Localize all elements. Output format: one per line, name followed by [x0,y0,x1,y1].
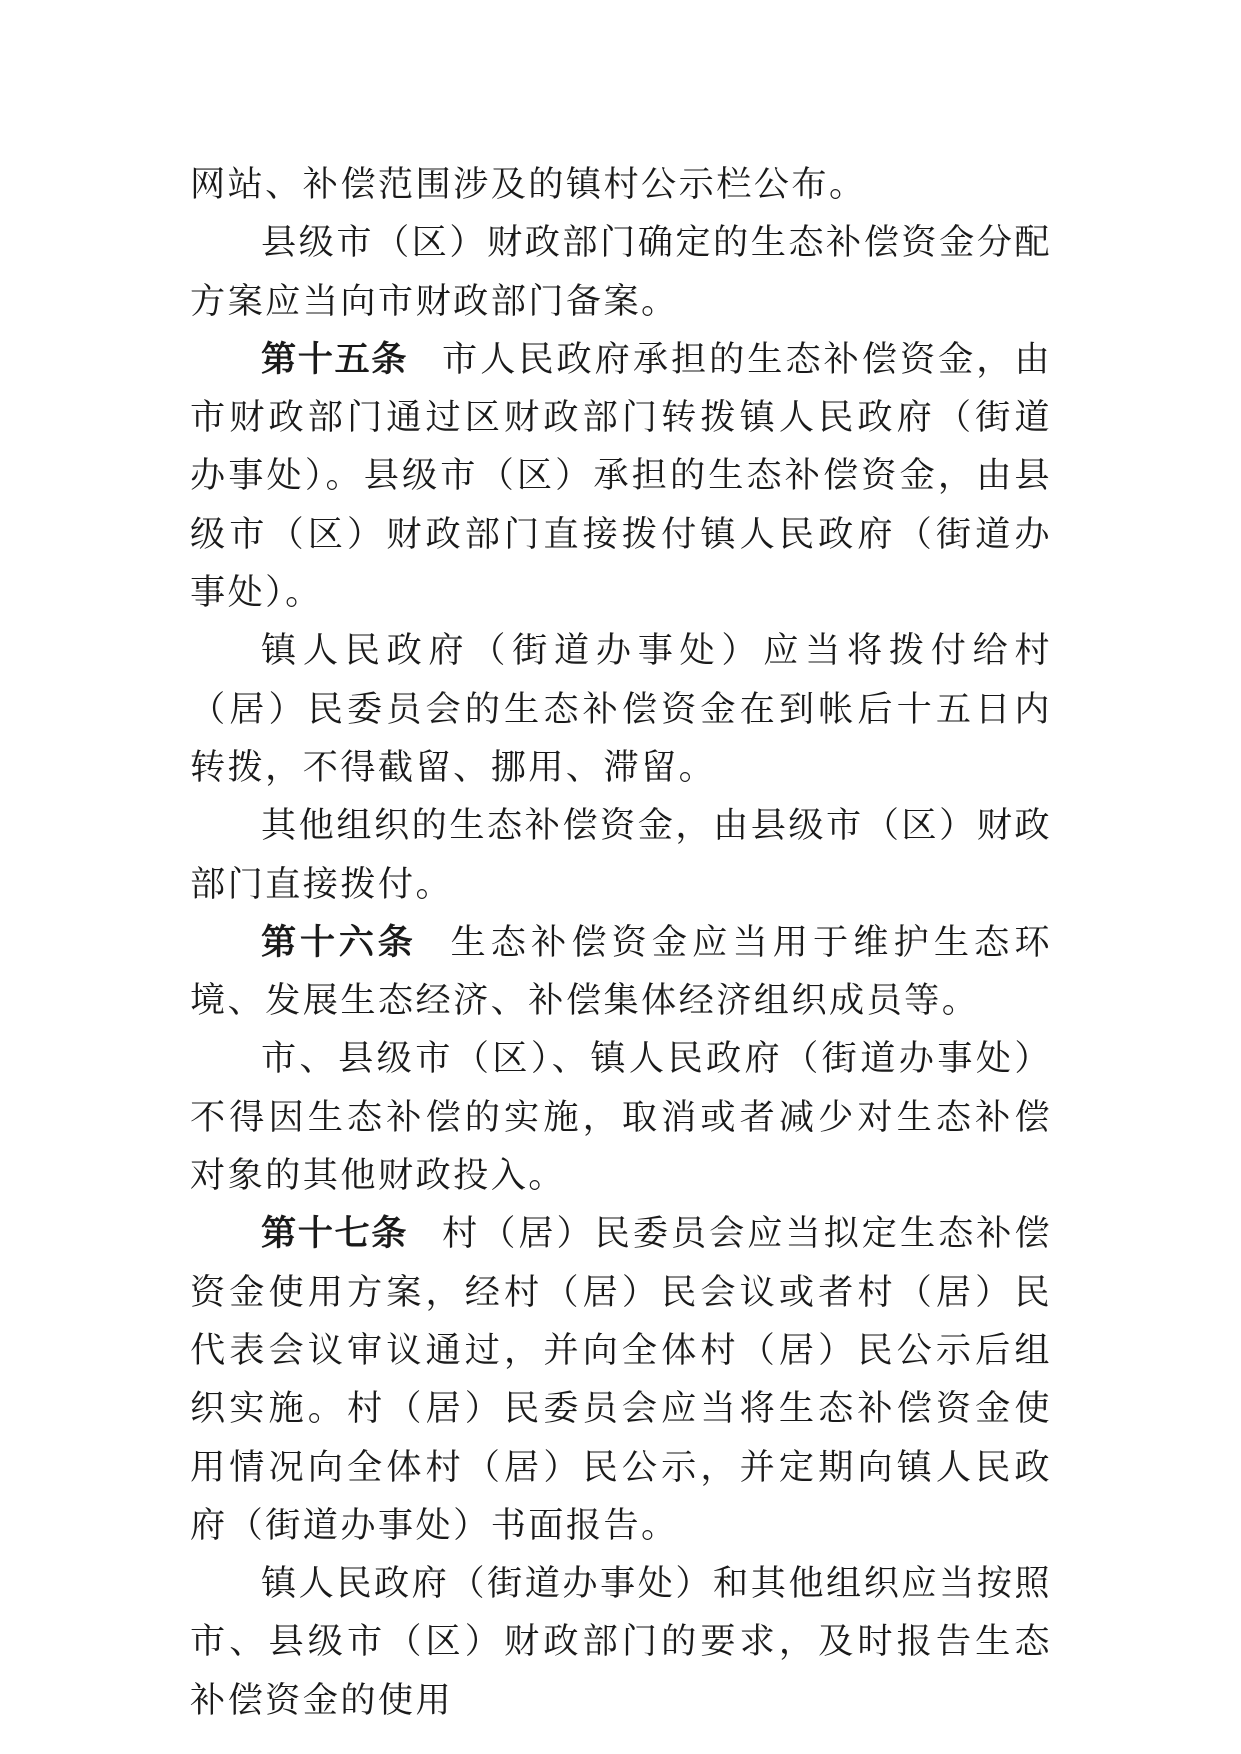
article-17-paragraph [190,1205,1052,1555]
article-15-paragraph [190,331,1052,622]
article-number: 第十七条 [261,1213,409,1255]
paragraph-5 [190,797,1052,914]
paragraph-4 [190,622,1052,797]
paragraph-7 [190,1030,1052,1205]
article-number: 第十五条 [261,338,409,380]
paragraph-2 [190,214,1052,331]
paragraph-9 [190,1555,1052,1730]
paragraph-text: 市人民政府承担的生态补偿资金，由市财政部门通过区财政部门转拨镇人民政府（街道办事处）。县级市（区）承担的生态补偿资金，由县级市（区）财政部门直接拨付镇人民政府（街道办事处）。 [190,338,1053,614]
paragraph-text: 村（居）民委员会应当拟定生态补偿资金使用方案，经村（居）民会议或者村（居）民代表会议审议通过，并向全体村（居）民公示后组织实施。村（居）民委员会应当将生态补偿资金使用情况向全体村（居）民公示，并定期向镇人民政府（街道办事处）书面报告。 [190,1213,1053,1546]
article-16-paragraph [190,914,1052,1031]
paragraph-text: 生态补偿资金应当用于维护生态环境、发展生态经济、补偿集体经济组织成员等。 [190,921,1053,1022]
paragraph-text: 镇人民政府（街道办事处）和其他组织应当按照市、县级市（区）财政部门的要求，及时报告生态补偿资金的使用 [190,1563,1052,1721]
paragraph-text: 网站、补偿范围涉及的镇村公示栏公布。 [190,164,867,205]
paragraph-text: 县级市（区）财政部门确定的生态补偿资金分配方案应当向市财政部门备案。 [190,222,1052,322]
paragraph-text: 市、县级市（区）、镇人民政府（街道办事处）不得因生态补偿的实施，取消或者减少对生态补偿对象的其他财政投入。 [190,1038,1052,1197]
paragraph-1 [190,156,1052,214]
document-body [190,156,1052,1730]
paragraph-text: 镇人民政府（街道办事处）应当将拨付给村（居）民委员会的生态补偿资金在到帐后十五日内转拨，不得截留、挪用、滞留。 [190,630,1052,788]
paragraph-text: 其他组织的生态补偿资金，由县级市（区）财政部门直接拨付。 [190,805,1052,905]
article-number: 第十六条 [261,921,417,963]
